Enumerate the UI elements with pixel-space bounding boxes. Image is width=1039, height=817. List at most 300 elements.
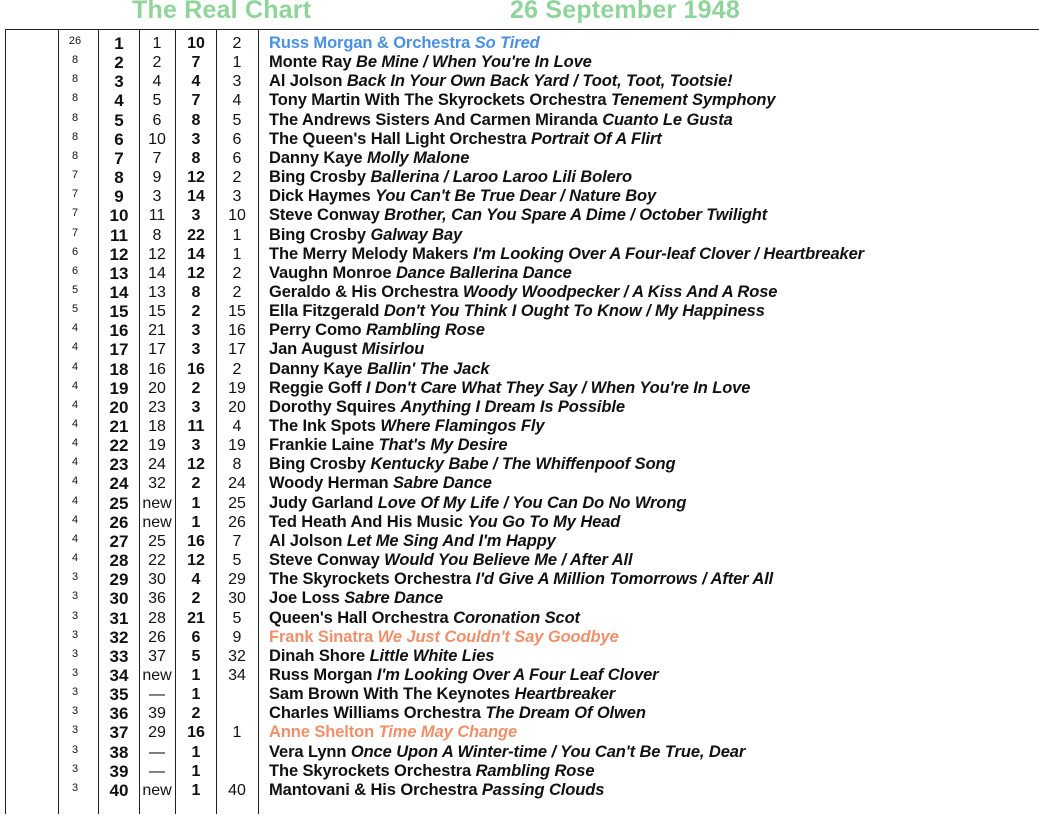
last-week-position: — [149,762,165,780]
chart-entry [0,704,1039,723]
position: 36 [109,704,129,724]
entry-title [269,455,676,474]
weeks-on-chart: 3 [71,666,79,679]
us-position: 5 [232,552,242,570]
peak-position: 4 [191,73,201,91]
last-week-position: 36 [148,590,166,608]
weeks-on-chart: 4 [71,379,79,392]
position: 17 [109,340,129,360]
weeks-on-chart: 5 [71,303,79,316]
position: 20 [109,397,129,417]
chart-entry [0,436,1039,455]
song-title: Misirlou [361,340,425,359]
peak-position: 2 [191,303,201,321]
weeks-on-chart: 4 [71,437,79,450]
last-week-position: 29 [148,724,166,742]
artist-name: Geraldo & His Orchestra [269,282,463,301]
last-week-position: 19 [148,437,166,455]
us-position: 34 [228,666,246,684]
song-title: Be Mine / When You're In Love [356,53,592,72]
chart-entry [0,532,1039,551]
position: 13 [109,263,129,283]
song-title: Rambling Rose [475,761,595,780]
entry-title [269,187,656,206]
last-week-position: 16 [148,360,166,378]
header-rule [5,29,1039,30]
artist-name: The Merry Melody Makers [269,244,469,263]
song-title: I'm Looking Over A Four-leaf Clover / Heartbreaker [472,244,864,263]
chart-entry [0,513,1039,532]
weeks-on-chart: 5 [71,283,79,296]
song-title: Time May Change [378,723,518,742]
last-week-position: 9 [152,169,162,187]
us-position: 7 [232,532,242,550]
peak-position: 2 [191,590,201,608]
us-position: 1 [232,724,242,742]
us-position: 4 [232,418,242,435]
entry-title [269,417,544,436]
peak-position: 8 [191,149,201,167]
peak-position: 14 [187,245,205,263]
weeks-on-chart: 8 [71,130,79,143]
artist-name: Ted Heath And His Music [269,512,463,531]
song-title: Ballerina / Laroo Laroo Lili Bolero [370,168,632,187]
artist-name: Joe Loss [269,589,340,608]
position: 26 [109,512,129,532]
chart-entry [0,417,1039,436]
artist-name: Frankie Laine [269,436,375,455]
last-week-position: 21 [148,322,166,340]
last-week-position: 18 [148,418,166,435]
last-week-position: 3 [152,188,162,206]
chart-entry [0,111,1039,130]
song-title: You Go To My Head [467,512,621,531]
last-week-position: 12 [148,245,166,263]
last-week-position: 30 [148,571,166,589]
peak-position: 2 [191,705,201,723]
artist-name: Russ Morgan [269,665,373,684]
song-title: Woody Woodpecker / A Kiss And A Rose [462,282,778,301]
artist-name: Sam Brown With The Keynotes [269,685,511,704]
chart-entry [0,379,1039,398]
peak-position: 3 [191,398,201,416]
peak-position: 16 [187,360,205,378]
chart-entry [0,187,1039,206]
last-week-position: 2 [152,54,162,72]
peak-position: 16 [187,724,205,742]
us-position: 1 [232,245,242,263]
position: 4 [114,91,124,111]
peak-position: 2 [191,379,201,397]
position: 29 [109,570,129,590]
peak-position: 1 [191,686,201,704]
weeks-on-chart: 8 [71,92,79,105]
peak-position: 12 [187,456,205,474]
us-position: 19 [228,379,246,397]
entry-title [269,436,507,455]
weeks-on-chart: 8 [71,54,79,67]
chart-entry [0,647,1039,666]
last-week-position: 13 [148,283,166,301]
chart-entry [0,781,1039,800]
song-title: Dance Ballerina Dance [395,263,572,282]
entry-title [269,111,733,130]
peak-position: 3 [191,207,201,225]
us-position: 2 [232,35,242,52]
song-title: Passing Clouds [481,780,605,799]
song-title: Heartbreaker [514,685,616,704]
weeks-on-chart: 4 [71,322,79,335]
us-position: 2 [232,360,242,378]
weeks-on-chart: 3 [71,571,79,584]
peak-position: 2 [191,475,201,493]
chart-entry [0,340,1039,359]
peak-position: 1 [191,781,201,799]
us-position: 20 [228,398,246,416]
chart-entry [0,130,1039,149]
position: 9 [114,187,124,207]
weeks-on-chart: 4 [71,552,79,565]
chart-entry [0,283,1039,302]
position: 19 [109,378,129,398]
peak-position: 3 [191,322,201,340]
last-week-position: 6 [152,111,162,129]
song-title: We Just Couldn't Say Goodbye [377,627,619,646]
entry-title [269,609,580,628]
peak-position: 7 [191,92,201,110]
song-title: Little White Lies [369,646,495,665]
peak-position: 5 [191,647,201,665]
chart-entry [0,666,1039,685]
position: 2 [114,53,124,73]
weeks-on-chart: 8 [71,73,79,86]
weeks-on-chart: 4 [71,456,79,469]
position: 38 [109,742,129,762]
last-week-position: new [142,781,172,799]
position: 5 [114,110,124,130]
entry-title [269,685,615,704]
us-position: 4 [232,92,242,110]
position: 34 [109,665,129,685]
chart-entry [0,34,1039,53]
last-week-position: 32 [148,475,166,493]
last-week-position: 28 [148,609,166,627]
last-week-position: new [142,513,172,531]
last-week-position: 22 [148,552,166,570]
artist-name: Dick Haymes [269,187,371,206]
peak-position: 12 [187,552,205,570]
entry-title [269,398,625,417]
entry-title [269,589,443,608]
peak-position: 21 [187,609,205,627]
entry-title [269,379,750,398]
entry-title [269,130,662,149]
weeks-on-chart: 4 [71,341,79,354]
weeks-on-chart: 3 [71,743,79,756]
entry-title [269,551,632,570]
song-title: Sabre Dance [344,589,444,608]
artist-name: The Andrews Sisters And Carmen Miranda [269,110,598,129]
us-position: 25 [228,494,246,512]
entry-title [269,34,540,53]
entry-title [269,302,765,321]
position: 24 [109,474,129,494]
chart-entry [0,264,1039,283]
us-position: 10 [228,207,246,225]
peak-position: 3 [191,341,201,359]
song-title: Anything I Dream Is Possible [400,397,625,416]
position: 32 [109,627,129,647]
position: 16 [109,321,129,341]
position: 8 [114,168,124,188]
song-title: Don't You Think I Ought To Know / My Happiness [383,302,765,321]
song-title: Ballin' The Jack [366,359,490,378]
entry-title [269,494,686,513]
us-position: 6 [232,149,242,167]
last-week-position: — [149,743,165,761]
artist-name: Tony Martin With The Skyrockets Orchestra [269,91,607,110]
entry-title [269,321,485,340]
artist-name: Mantovani & His Orchestra [269,780,478,799]
chart-date: 26 September 1948 [510,0,740,24]
us-position: 17 [228,341,246,359]
weeks-on-chart: 6 [71,264,79,277]
entry-title [269,781,604,800]
us-position: 3 [232,188,242,206]
us-position: 2 [232,264,242,282]
peak-position: 12 [187,264,205,282]
chart-entry [0,494,1039,513]
chart-entry [0,551,1039,570]
position: 28 [109,551,129,571]
chart-entry [0,570,1039,589]
song-title: Let Me Sing And I'm Happy [346,531,556,550]
last-week-position: 1 [152,35,162,52]
entry-title [269,264,572,283]
artist-name: Dorothy Squires [269,397,396,416]
weeks-on-chart: 8 [71,149,79,162]
song-title: Would You Believe Me / After All [384,551,633,570]
entry-title [269,340,424,359]
entry-title [269,283,777,302]
position: 18 [109,359,129,379]
song-title: I'd Give A Million Tomorrows / After All [475,570,774,589]
weeks-on-chart: 4 [71,475,79,488]
entry-title [269,647,494,666]
last-week-position: 14 [148,264,166,282]
chart-entry [0,455,1039,474]
song-title: I Don't Care What They Say / When You're In Love [365,378,751,397]
song-title: Tenement Symphony [610,91,776,110]
chart-title: The Real Chart [132,0,312,24]
weeks-on-chart: 3 [71,762,79,775]
entry-title [269,762,594,781]
artist-name: Russ Morgan & Orchestra [269,34,471,52]
chart-entry [0,226,1039,245]
chart-entry [0,302,1039,321]
us-position: 15 [228,303,246,321]
artist-name: Queen's Hall Orchestra [269,608,449,627]
last-week-position: 25 [148,532,166,550]
position: 21 [109,417,129,436]
us-position: 29 [228,571,246,589]
weeks-on-chart: 7 [71,188,79,201]
last-week-position: 37 [148,647,166,665]
chart-entry [0,398,1039,417]
peak-position: 3 [191,437,201,455]
position: 23 [109,455,129,475]
song-title: Rambling Rose [366,321,485,340]
position: 1 [114,34,124,53]
entry-title [269,513,620,532]
weeks-on-chart: 4 [71,494,79,507]
chart-entry [0,206,1039,225]
song-title: Portrait Of A Flirt [530,129,662,148]
us-position: 2 [232,169,242,187]
last-week-position: 20 [148,379,166,397]
weeks-on-chart: 6 [71,245,79,258]
chart-entry [0,72,1039,91]
artist-name: The Ink Spots [269,417,376,435]
weeks-on-chart: 3 [71,724,79,737]
artist-name: Danny Kaye [269,359,363,378]
us-position: 40 [228,781,246,799]
position: 14 [109,282,129,302]
peak-position: 1 [191,513,201,531]
weeks-on-chart: 3 [71,647,79,660]
us-position: 3 [232,73,242,91]
us-position: 1 [232,226,242,244]
position: 7 [114,148,124,168]
song-title: Back In Your Own Back Yard / Toot, Toot, Tootsie! [346,72,733,91]
weeks-on-chart: 4 [71,513,79,526]
artist-name: The Skyrockets Orchestra [269,761,472,780]
chart-entry [0,321,1039,340]
entry-title [269,628,619,647]
us-position: 26 [228,513,246,531]
chart-entry [0,762,1039,781]
artist-name: Al Jolson [269,72,343,91]
entry-title [269,532,556,551]
peak-position: 6 [191,628,201,646]
weeks-on-chart: 4 [71,532,79,545]
peak-position: 1 [191,743,201,761]
song-title: The Dream Of Olwen [485,704,646,723]
position: 27 [109,531,129,551]
weeks-on-chart: 4 [71,418,79,430]
position: 31 [109,608,129,628]
last-week-position: 15 [148,303,166,321]
weeks-on-chart: 7 [71,226,79,239]
song-title: I'm Looking Over A Four Leaf Clover [376,665,659,684]
peak-position: 14 [187,188,205,206]
chart-entry [0,245,1039,264]
us-position: 8 [232,456,242,474]
last-week-position: new [142,666,172,684]
peak-position: 4 [191,571,201,589]
song-title: Kentucky Babe / The Whiffenpoof Song [370,455,676,474]
us-position: 5 [232,609,242,627]
last-week-position: 17 [148,341,166,359]
weeks-on-chart: 3 [71,686,79,699]
entry-title [269,570,773,589]
weeks-on-chart: 8 [71,111,79,124]
artist-name: Vaughn Monroe [269,263,392,282]
song-title: Cuanto Le Gusta [602,110,733,129]
last-week-position: 23 [148,398,166,416]
chart-entry [0,589,1039,608]
entry-title [269,226,462,245]
chart-entry [0,91,1039,110]
entry-title [269,206,767,225]
us-position: 32 [228,647,246,665]
song-title: Once Upon A Winter-time / You Can't Be True, Dear [350,742,746,761]
entry-title [269,91,776,110]
entry-title [269,474,492,493]
song-title: So Tired [474,34,540,52]
position: 30 [109,589,129,609]
position: 11 [110,225,128,245]
peak-position: 12 [187,169,205,187]
weeks-on-chart: 4 [71,360,79,373]
last-week-position: new [142,494,172,512]
entry-title [269,666,658,685]
position: 22 [109,436,129,456]
chart-entry [0,149,1039,168]
artist-name: Jan August [269,340,358,359]
song-title: Galway Bay [370,225,463,244]
song-title: Love Of My Life / You Can Do No Wrong [377,493,687,512]
entry-title [269,360,489,379]
weeks-on-chart: 4 [71,398,79,411]
artist-name: Woody Herman [269,474,389,493]
artist-name: Perry Como [269,321,362,340]
peak-position: 1 [191,494,201,512]
us-position: 5 [232,111,242,129]
artist-name: Bing Crosby [269,168,366,187]
us-position: 19 [228,437,246,455]
weeks-on-chart: 3 [71,705,79,718]
last-week-position: — [149,686,165,704]
artist-name: Al Jolson [269,531,343,550]
artist-name: Reggie Goff [269,378,362,397]
entry-title [269,149,469,168]
chart-entry [0,360,1039,379]
chart-entry [0,723,1039,742]
entry-title [269,245,864,264]
us-position: 9 [232,628,242,646]
entry-title [269,53,592,72]
us-position: 1 [232,54,242,72]
peak-position: 10 [187,35,205,52]
us-position: 6 [232,130,242,148]
position: 40 [109,780,129,800]
position: 33 [109,646,129,666]
position: 25 [109,493,129,513]
song-title: Molly Malone [366,148,470,167]
artist-name: Steve Conway [269,551,380,570]
position: 35 [109,685,129,705]
entry-title [269,723,517,742]
artist-name: Monte Ray [269,53,352,72]
peak-position: 8 [191,111,201,129]
peak-position: 1 [191,762,201,780]
weeks-on-chart: 7 [71,207,79,220]
artist-name: Charles Williams Orchestra [269,704,481,723]
last-week-position: 8 [152,226,162,244]
last-week-position: 5 [152,92,162,110]
last-week-position: 4 [152,73,162,91]
